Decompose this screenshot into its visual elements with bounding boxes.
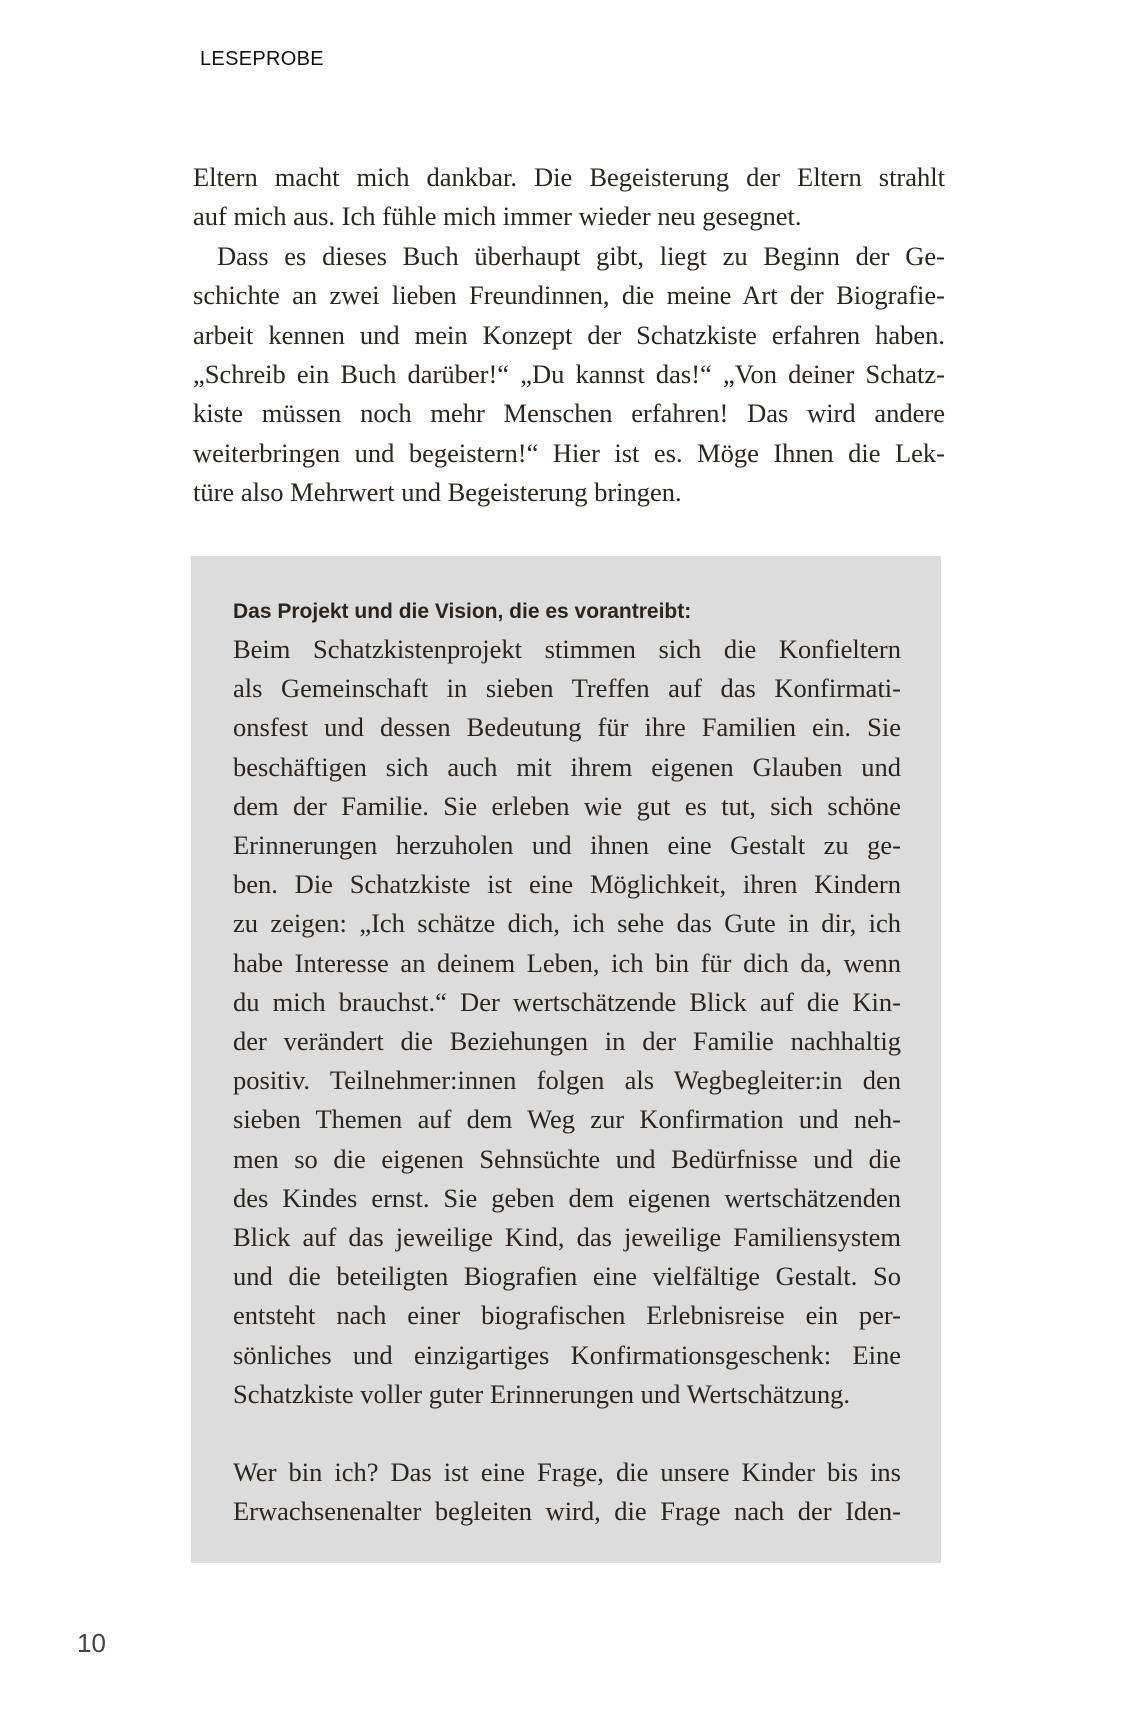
text-line: als Gemeinschaft in sieben Treffen auf das Konfirmati- bbox=[233, 673, 901, 704]
text-line: onsfest und dessen Bedeutung für ihre Familien ein. Sie bbox=[233, 712, 901, 743]
info-box-content bbox=[233, 594, 901, 1531]
text-line: schichte an zwei lieben Freundinnen, die meine Art der Biografie- bbox=[193, 280, 945, 311]
text-line: Blick auf das jeweilige Kind, das jeweilige Familiensystem bbox=[233, 1222, 901, 1253]
running-header: LESEPROBE bbox=[200, 48, 324, 70]
text-line: arbeit kennen und mein Konzept der Schatzkiste erfahren haben. bbox=[193, 319, 945, 350]
text-line: „Schreib ein Buch darüber!“ „Du kannst das!“ „Von deiner Schatz- bbox=[193, 359, 945, 390]
text-line: Dass es dieses Buch überhaupt gibt, liegt zu Beginn der Ge- bbox=[217, 240, 945, 271]
text-line: der verändert die Beziehungen in der Familie nachhaltig bbox=[233, 1026, 901, 1057]
text-line: Erinnerungen herzuholen und ihnen eine Gestalt zu ge- bbox=[233, 830, 901, 861]
text-line: Beim Schatzkistenprojekt stimmen sich die Konfieltern bbox=[233, 634, 901, 664]
text-line: positiv. Teilnehmer:innen folgen als Wegbegleiter:in den bbox=[233, 1065, 901, 1096]
text-line: kiste müssen noch mehr Menschen erfahren! Das wird andere bbox=[193, 398, 945, 429]
text-line: Schatzkiste voller guter Erinnerungen und Wertschätzung. bbox=[233, 1378, 850, 1409]
page-number: 10 bbox=[77, 1628, 106, 1658]
text-line: Eltern macht mich dankbar. Die Begeisterung der Eltern strahlt bbox=[193, 162, 945, 192]
intro-text bbox=[193, 158, 945, 513]
paragraph-gap bbox=[233, 1414, 901, 1453]
text-line: men so die eigenen Sehnsüchte und Bedürfnisse und die bbox=[233, 1143, 901, 1174]
text-line: beschäftigen sich auch mit ihrem eigenen Glauben und bbox=[233, 751, 901, 782]
text-line: ben. Die Schatzkiste ist eine Möglichkeit, ihren Kindern bbox=[233, 869, 901, 900]
text-line: türe also Mehrwert und Begeisterung bringen. bbox=[193, 477, 682, 508]
text-line: Erwachsenenalter begleiten wird, die Frage nach der Iden- bbox=[233, 1496, 901, 1527]
text-line: du mich brauchst.“ Der wertschätzende Blick auf die Kin- bbox=[233, 986, 901, 1017]
text-line: weiterbringen und begeistern!“ Hier ist es. Möge Ihnen die Lek- bbox=[193, 437, 945, 468]
text-line: dem der Familie. Sie erleben wie gut es tut, sich schöne bbox=[233, 790, 901, 821]
text-line: habe Interesse an deinem Leben, ich bin für dich da, wenn bbox=[233, 947, 901, 978]
text-line: zu zeigen: „Ich schätze dich, ich sehe das Gute in dir, ich bbox=[233, 908, 901, 939]
text-line: sieben Themen auf dem Weg zur Konfirmation und neh- bbox=[233, 1104, 901, 1135]
text-line: entsteht nach einer biografischen Erlebnisreise ein per- bbox=[233, 1300, 901, 1331]
text-line: sönliches und einzigartiges Konfirmationsgeschenk: Eine bbox=[233, 1339, 901, 1370]
text-line: des Kindes ernst. Sie geben dem eigenen wertschätzenden bbox=[233, 1182, 901, 1213]
text-line: auf mich aus. Ich fühle mich immer wieder neu gesegnet. bbox=[193, 201, 802, 232]
text-line: und die beteiligten Biografien eine vielfältige Gestalt. So bbox=[233, 1261, 901, 1292]
info-box bbox=[191, 556, 941, 1563]
info-box-heading: Das Projekt und die Vision, die es vorantreibt: bbox=[233, 600, 692, 623]
text-line: Wer bin ich? Das ist eine Frage, die unsere Kinder bis ins bbox=[233, 1457, 901, 1488]
